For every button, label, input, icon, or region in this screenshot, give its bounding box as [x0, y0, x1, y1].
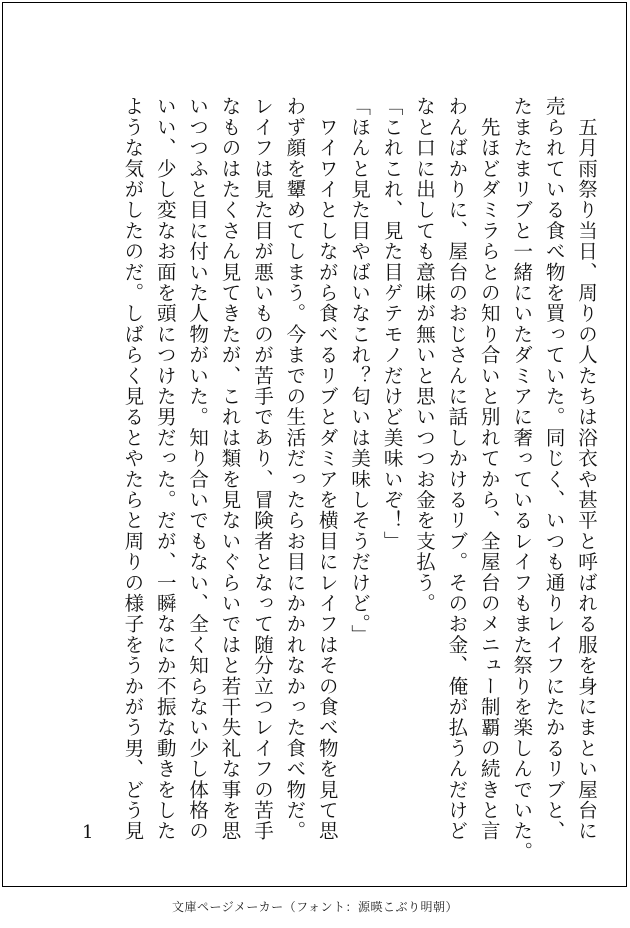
text-line: レイフは見た目が悪いものが苦手であり、冒険者となって随分立つレイフの苦手	[250, 96, 274, 842]
text-line: わんばかりに、屋台のおじさんに話しかけるリブ。そのお金、俺が払うんだけど	[445, 96, 469, 842]
text-line: なと口に出しても意味が無いと思いつつお金を支払う。	[412, 96, 436, 614]
footer-caption: 文庫ページメーカー（フォント：源暎こぶり明朝）	[171, 900, 459, 914]
text-line: たまたまリブと一緒にいたダミアに奢っているレイフもまた祭りを楽しんでいた。	[510, 96, 534, 862]
text-line: ワイワイとしながら食べるリブとダミアを横目にレイフはその食べ物を見て思	[315, 96, 339, 842]
text-line: なものはたくさん見てきたが、これは類を見ないぐらいではと若干失礼な事を思	[218, 96, 242, 842]
text-line: 「これこれ、見た目ゲテモノだけど美味いぞ！」	[380, 96, 404, 552]
text-line: ような気がしたのだ。しばらく見るとやたらと周りの様子をうかがう男、どう見	[121, 96, 145, 842]
text-line: わず顔を顰めてしまう。今までの生活だったらお目にかかれなかった食べ物だ。	[283, 96, 307, 842]
page-number: 1	[82, 822, 94, 843]
text-line: 売られている食べ物を買っていた。同じく、いつも通りレイフにたかるリブと、	[542, 96, 566, 842]
body-text	[42, 96, 602, 866]
text-line: いつつふと目に付いた人物がいた。知り合いでもない、全く知らない少し体格の	[186, 96, 210, 842]
text-line: 「ほんと見た目やばいなこれ？匂いは美味しそうだけど。」	[348, 96, 372, 646]
text-line: いい、少し変なお面を頭につけた男だった。だが、一瞬なにか不振な動きをした	[153, 96, 177, 842]
text-line: 先ほどダミラらとの知り合いと別れてから、全屋台のメニュー制覇の続きと言	[477, 96, 501, 842]
text-line: 五月雨祭り当日、周りの人たちは浴衣や甚平と呼ばれる服を身にまとい屋台に	[575, 96, 598, 842]
